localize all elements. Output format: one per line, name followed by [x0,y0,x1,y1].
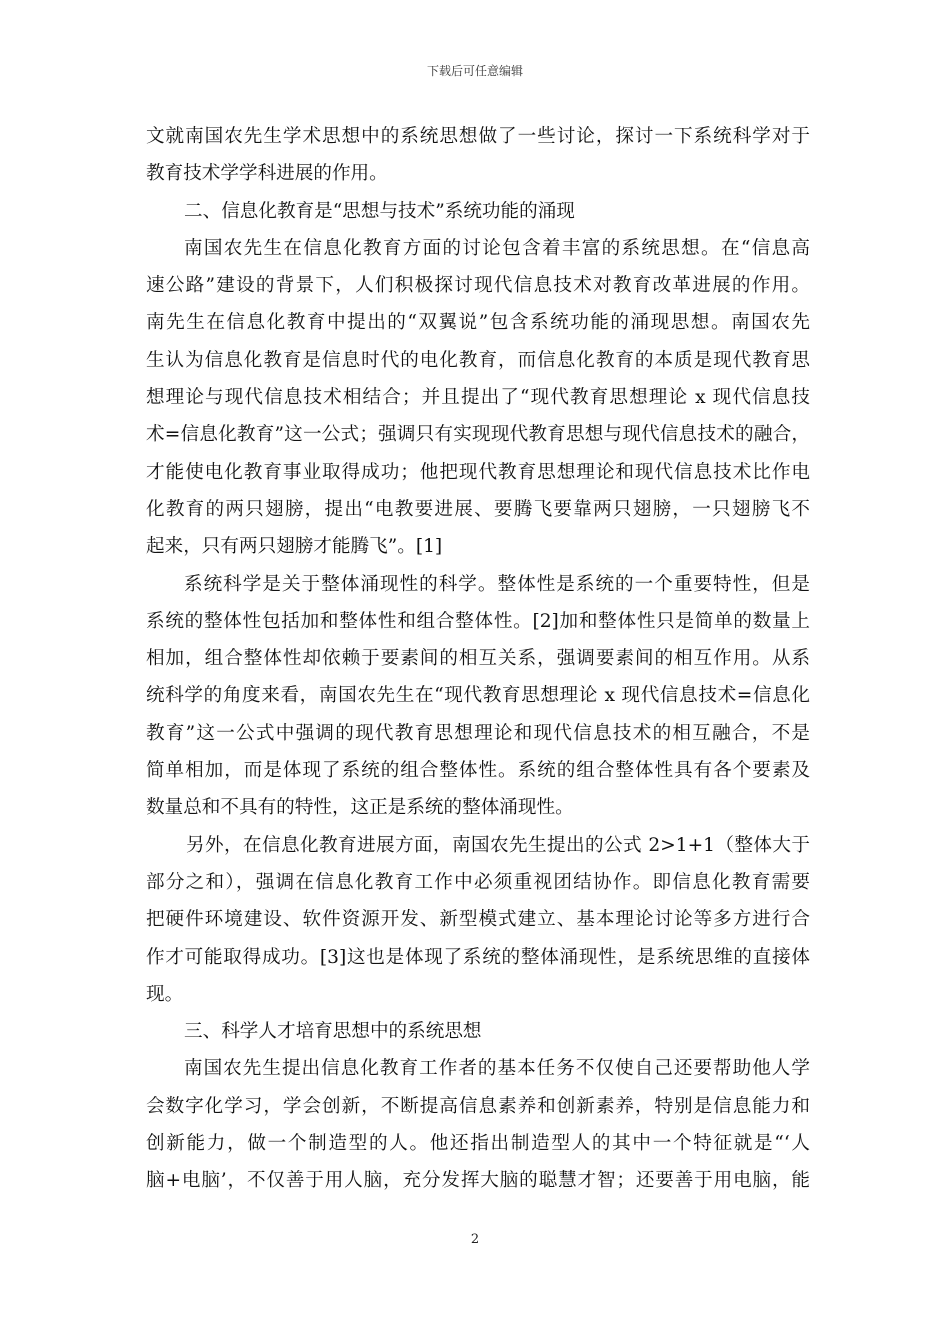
paragraph [146,566,810,827]
text-line: 相加，组合整体性却依赖于要素间的相互关系，强调要素间的相互作用。从系 [146,648,810,670]
text-line: 才能使电化教育事业取得成功；他把现代教育思想理论和现代信息技术比作电 [146,461,810,483]
section-heading [146,1013,810,1050]
text-line: 现。 [146,983,184,1005]
text-line: 系统的整体性包括加和整体性和组合整体性。[2]加和整体性只是简单的数量上 [146,610,810,632]
text-line: 会数字化学习，学会创新，不断提高信息素养和创新素养，特别是信息能力和 [146,1095,810,1117]
text-line: 术=信息化教育”这一公式；强调只有实现现代教育思想与现代信息技术的融合， [146,424,810,446]
text-line: 南国农先生在信息化教育方面的讨论包含着丰富的系统思想。在“信息高 [184,237,810,259]
text-line: 数量总和不具有的特性，这正是系统的整体涌现性。 [146,797,574,819]
text-line: 部分之和），强调在信息化教育工作中必须重视团结协作。即信息化教育需要 [146,871,810,893]
text-line: 想理论与现代信息技术相结合；并且提出了“现代教育思想理论 x 现代信息技 [146,387,810,409]
text-line: 教育技术学学科进展的作用。 [146,163,388,185]
document-body [146,118,810,1200]
section-heading [146,193,810,230]
text-line: 化教育的两只翅膀，提出“电教要进展、要腾飞要靠两只翅膀，一只翅膀飞不 [146,498,810,520]
text-line: 教育”这一公式中强调的现代教育思想理论和现代信息技术的相互融合，不是 [146,722,810,744]
text-line: 起来，只有两只翅膀才能腾飞”。[1] [146,536,443,558]
page-header: 下载后可任意编辑 [426,64,523,78]
text-line: 南先生在信息化教育中提出的“双翼说”包含系统功能的涌现思想。南国农先 [146,312,810,334]
page-number: 2 [470,1232,480,1247]
text-line: 速公路”建设的背景下，人们积极探讨现代信息技术对教育改革进展的作用。 [146,275,810,297]
text-line: 创新能力，做一个制造型的人。他还指出制造型人的其中一个特征就是“‘人 [146,1133,810,1155]
paragraph [146,118,810,193]
text-line: 简单相加，而是体现了系统的组合整体性。系统的组合整体性具有各个要素及 [146,760,810,782]
heading-text: 二、信息化教育是“思想与技术”系统功能的涌现 [184,200,575,222]
text-line: 统科学的角度来看，南国农先生在“现代教育思想理论 x 现代信息技术=信息化 [146,685,810,707]
paragraph [146,230,810,566]
text-line: 文就南国农先生学术思想中的系统思想做了一些讨论，探讨一下系统科学对于 [146,126,810,147]
paragraph [146,827,810,1013]
text-line: 脑+电脑’，不仅善于用人脑，充分发挥大脑的聪慧才智；还要善于用电脑，能 [146,1170,810,1192]
text-line: 作才可能取得成功。[3]这也是体现了系统的整体涌现性，是系统思维的直接体 [146,946,810,968]
text-line: 把硬件环境建设、软件资源开发、新型模式建立、基本理论讨论等多方进行合 [146,909,810,931]
paragraph [146,1050,810,1199]
text-line: 生认为信息化教育是信息时代的电化教育，而信息化教育的本质是现代教育思 [146,349,810,371]
text-line: 另外，在信息化教育进展方面，南国农先生提出的公式 2>1+1（整体大于 [186,834,810,856]
heading-text: 三、科学人才培育思想中的系统思想 [184,1021,482,1043]
text-line: 南国农先生提出信息化教育工作者的基本任务不仅使自己还要帮助他人学 [184,1058,810,1080]
text-line: 系统科学是关于整体涌现性的科学。整体性是系统的一个重要特性，但是 [184,573,810,595]
